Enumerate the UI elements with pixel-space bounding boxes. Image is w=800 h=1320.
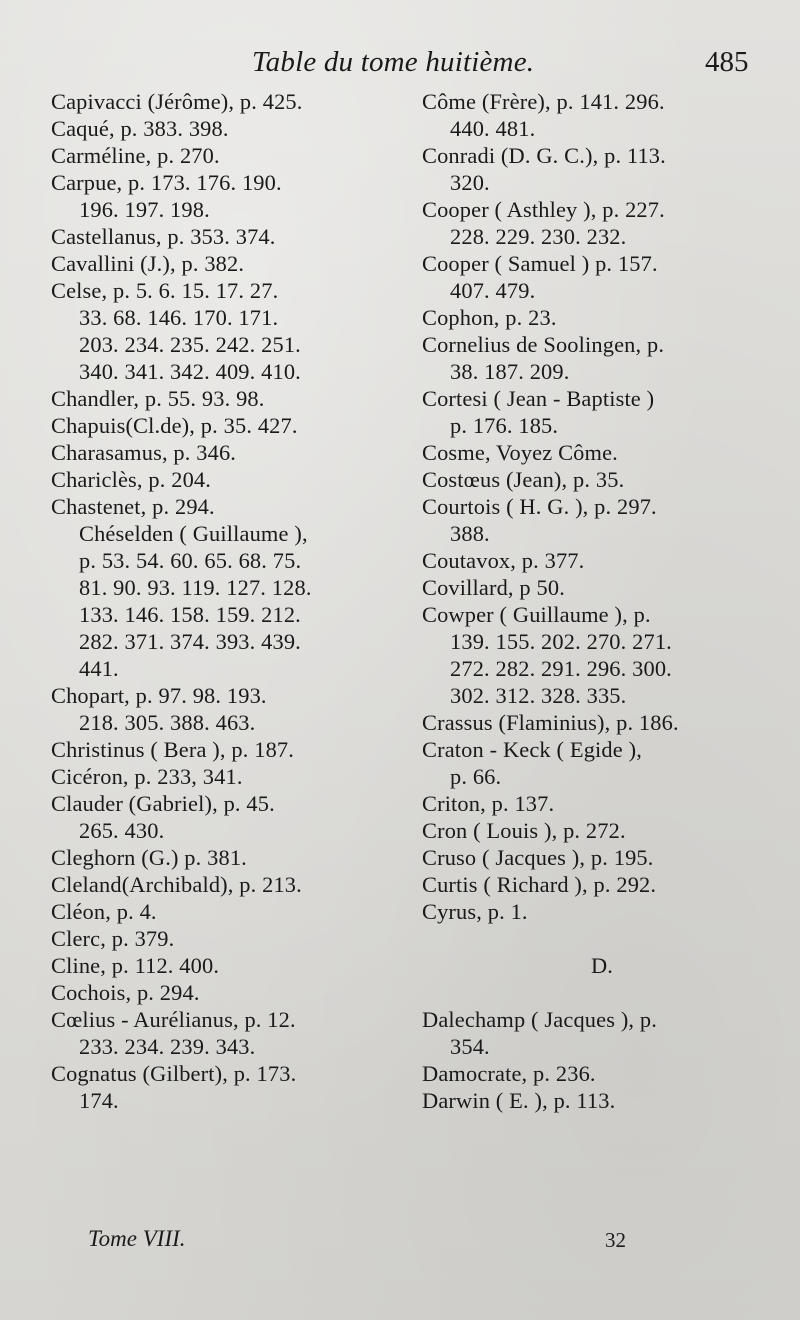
index-entry-continuation: 320. [450, 170, 490, 195]
index-entry-continuation: 81. 90. 93. 119. 127. 128. [79, 575, 312, 600]
index-entry: Cognatus (Gilbert), p. 173. [51, 1061, 297, 1086]
index-entry-continuation: 139. 155. 202. 270. 271. [450, 629, 672, 654]
index-entry-continuation: 272. 282. 291. 296. 300. [450, 656, 672, 681]
index-entry: Crassus (Flaminius), p. 186. [422, 710, 679, 735]
index-entry-continuation: 174. [79, 1088, 119, 1113]
index-entry-continuation: 203. 234. 235. 242. 251. [79, 332, 301, 357]
index-entry-continuation: 196. 197. 198. [79, 197, 210, 222]
index-entry-continuation: 354. [450, 1034, 490, 1059]
index-entry: Coutavox, p. 377. [422, 548, 585, 573]
index-entry: Cavallini (J.), p. 382. [51, 251, 245, 276]
index-entry-continuation: 440. 481. [450, 116, 536, 141]
index-entry: Chopart, p. 97. 98. 193. [51, 683, 267, 708]
index-entry-continuation: 302. 312. 328. 335. [450, 683, 627, 708]
index-entry: Cyrus, p. 1. [422, 899, 528, 924]
index-entry-continuation: 265. 430. [79, 818, 165, 843]
index-entry: Courtois ( H. G. ), p. 297. [422, 494, 657, 519]
index-entry: Cooper ( Samuel ) p. 157. [422, 251, 658, 276]
section-heading: D. [590, 953, 614, 978]
index-entry: Craton - Keck ( Egide ), [422, 737, 642, 762]
index-entry: Criton, p. 137. [422, 791, 555, 816]
index-column-left [51, 88, 401, 1114]
index-entry: Cline, p. 112. 400. [51, 953, 220, 978]
index-entry: Conradi (D. G. C.), p. 113. [422, 143, 666, 168]
index-entry: Côme (Frère), p. 141. 296. [422, 89, 665, 114]
index-entry: Carméline, p. 270. [51, 143, 220, 168]
index-entry-continuation: 38. 187. 209. [450, 359, 570, 384]
index-entry-continuation: Chéselden ( Guillaume ), [79, 521, 308, 546]
index-entry: Cicéron, p. 233, 341. [51, 764, 243, 789]
index-entry: Cortesi ( Jean - Baptiste ) [422, 386, 655, 411]
page-header [0, 44, 800, 94]
index-entry: Chastenet, p. 294. [51, 494, 215, 519]
index-entry: Damocrate, p. 236. [422, 1061, 596, 1086]
index-entry: Cochois, p. 294. [51, 980, 200, 1005]
index-entry-continuation: 282. 371. 374. 393. 439. [79, 629, 301, 654]
index-entry: Cornelius de Soolingen, p. [422, 332, 665, 357]
index-entry-continuation: 218. 305. 388. 463. [79, 710, 256, 735]
index-entry-continuation: 228. 229. 230. 232. [450, 224, 627, 249]
index-entry: Cophon, p. 23. [422, 305, 557, 330]
index-entry: Cron ( Louis ), p. 272. [422, 818, 626, 843]
index-entry: Charasamus, p. 346. [51, 440, 237, 465]
index-entry: Dalechamp ( Jacques ), p. [422, 1007, 658, 1032]
index-entry: Capivacci (Jérôme), p. 425. [51, 89, 303, 114]
index-entry-continuation: 133. 146. 158. 159. 212. [79, 602, 301, 627]
index-entry: Clauder (Gabriel), p. 45. [51, 791, 275, 816]
index-entry: Cosme, Voyez Côme. [422, 440, 618, 465]
index-entry: Covillard, p 50. [422, 575, 565, 600]
index-entry: Castellanus, p. 353. 374. [51, 224, 276, 249]
index-entry: Cléon, p. 4. [51, 899, 157, 924]
index-entry-continuation: p. 176. 185. [450, 413, 559, 438]
index-entry-continuation: 388. [450, 521, 490, 546]
index-entry-continuation: p. 53. 54. 60. 65. 68. 75. [79, 548, 302, 573]
signature-mark: 32 [605, 1228, 626, 1252]
index-entry-continuation: p. 66. [450, 764, 502, 789]
index-entry: Cowper ( Guillaume ), p. [422, 602, 651, 627]
running-title: Table du tome huitième. [252, 46, 535, 78]
index-entry: Chapuis(Cl.de), p. 35. 427. [51, 413, 298, 438]
index-entry: Chandler, p. 55. 93. 98. [51, 386, 265, 411]
index-entry-continuation: 340. 341. 342. 409. 410. [79, 359, 301, 384]
index-entry-continuation: 33. 68. 146. 170. 171. [79, 305, 279, 330]
index-entry: Costœus (Jean), p. 35. [422, 467, 625, 492]
index-entry: Cleghorn (G.) p. 381. [51, 845, 247, 870]
index-entry-continuation: 233. 234. 239. 343. [79, 1034, 256, 1059]
page-number: 485 [705, 46, 749, 78]
index-entry: Cooper ( Asthley ), p. 227. [422, 197, 665, 222]
index-entry: Clerc, p. 379. [51, 926, 175, 951]
index-entry: Christinus ( Bera ), p. 187. [51, 737, 295, 762]
index-column-right [422, 88, 782, 1114]
volume-footer: Tome VIII. [88, 1226, 186, 1251]
index-entry: Darwin ( E. ), p. 113. [422, 1088, 616, 1113]
index-entry: Cruso ( Jacques ), p. 195. [422, 845, 654, 870]
index-entry-continuation: 407. 479. [450, 278, 536, 303]
index-entry: Curtis ( Richard ), p. 292. [422, 872, 657, 897]
index-entry: Celse, p. 5. 6. 15. 17. 27. [51, 278, 279, 303]
index-entry-continuation: 441. [79, 656, 119, 681]
index-entry: Chariclès, p. 204. [51, 467, 212, 492]
index-entry: Cœlius - Aurélianus, p. 12. [51, 1007, 296, 1032]
index-entry: Cleland(Archibald), p. 213. [51, 872, 302, 897]
index-entry: Carpue, p. 173. 176. 190. [51, 170, 282, 195]
index-entry: Caqué, p. 383. 398. [51, 116, 229, 141]
